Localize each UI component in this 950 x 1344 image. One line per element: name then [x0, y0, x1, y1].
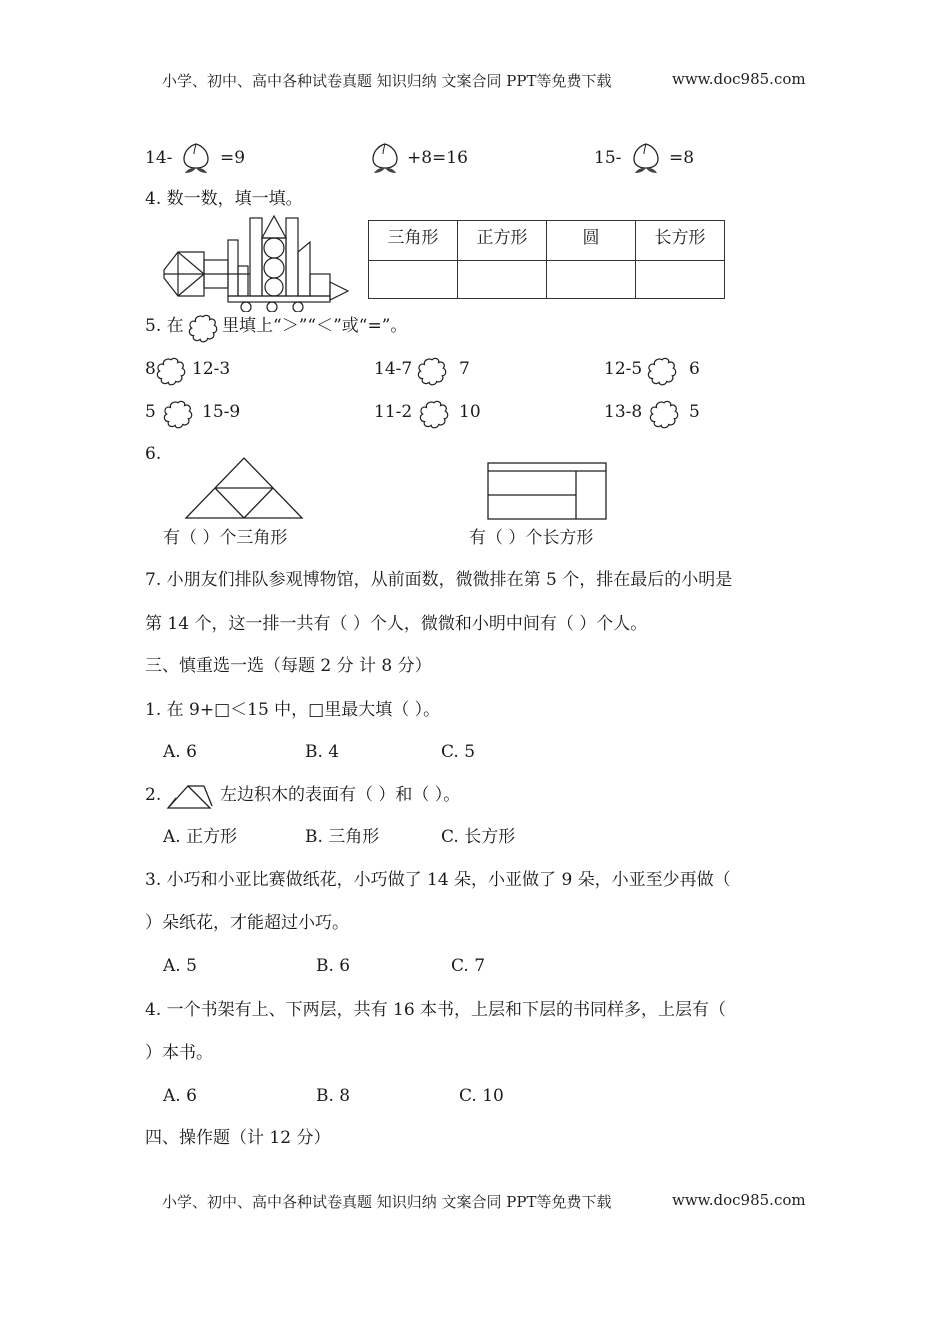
cloud-answer-icon[interactable]	[648, 399, 680, 431]
q6-label: 6.	[145, 444, 162, 464]
s3-q2-text: 左边积木的表面有（ ）和（ ）。	[220, 785, 461, 805]
option-b[interactable]: B. 三角形	[305, 827, 380, 847]
cloud-answer-icon[interactable]	[162, 399, 194, 431]
rectangle-figure	[486, 461, 608, 521]
s3-q3-line2: ）朵纸花，才能超过小巧。	[145, 913, 349, 933]
q5-label-post: 里填上“＞”“＜”或“=”。	[222, 316, 408, 336]
q7-line1: 7. 小朋友们排队参观博物馆，从前面数，微微排在第 5 个，排在最后的小明是	[145, 570, 733, 590]
q5-item-left: 13-8	[604, 402, 643, 422]
q5-item-left: 12-5	[604, 359, 643, 379]
q5-item-right: 7	[459, 359, 470, 379]
header-cell-square: 正方形	[458, 221, 547, 261]
triangle-figure	[184, 456, 306, 520]
option-b[interactable]: B. 6	[316, 956, 351, 976]
option-b[interactable]: B. 4	[305, 742, 340, 762]
q7-line2: 第 14 个，这一排一共有（ ）个人，微微和小明中间有（ ）个人。	[145, 614, 648, 634]
peach-icon	[181, 140, 211, 176]
cloud-answer-icon[interactable]	[416, 356, 448, 388]
header-cell-triangle: 三角形	[369, 221, 458, 261]
s3-q4-line1: 4. 一个书架有上、下两层，共有 16 本书，上层和下层的书同样多，上层有（	[145, 1000, 727, 1020]
q5-item-right: 5	[689, 402, 700, 422]
count-table	[368, 220, 725, 299]
q5-item-right: 15-9	[202, 402, 241, 422]
cloud-answer-icon[interactable]	[646, 356, 678, 388]
option-c[interactable]: C. 5	[441, 742, 476, 762]
header-url: www.doc985.com	[672, 70, 806, 88]
section4-title: 四、操作题（计 12 分）	[145, 1128, 331, 1148]
answer-cell[interactable]	[636, 261, 725, 299]
header-cell-rectangle: 长方形	[636, 221, 725, 261]
option-a[interactable]: A. 正方形	[163, 827, 238, 847]
answer-cell[interactable]	[458, 261, 547, 299]
header-text: 小学、初中、高中各种试卷真题 知识归纳 文案合同 PPT等免费下载	[162, 72, 612, 90]
triangular-prism-icon	[166, 778, 214, 812]
q6-right-caption: 有（ ）个长方形	[469, 528, 594, 548]
s3-q2-num: 2.	[145, 785, 162, 805]
q5-item-right: 12-3	[192, 359, 231, 379]
q5-item-right: 10	[459, 402, 481, 422]
q5-item-left: 11-2	[374, 402, 413, 422]
q3-a-left: 14-	[145, 148, 173, 168]
cloud-icon	[187, 313, 219, 345]
q5-item-left: 14-7	[374, 359, 413, 379]
q5-item-right: 6	[689, 359, 700, 379]
section3-title: 三、慎重选一选（每题 2 分 计 8 分）	[145, 656, 432, 676]
block-vehicle-figure	[160, 212, 352, 312]
peach-icon	[370, 140, 400, 176]
peach-icon	[631, 140, 661, 176]
q4-label: 4. 数一数，填一填。	[145, 189, 303, 209]
s3-q1-text: 1. 在 9+□＜15 中，□里最大填（ ）。	[145, 700, 441, 720]
s3-q3-line1: 3. 小巧和小亚比赛做纸花，小巧做了 14 朵，小亚做了 9 朵，小亚至少再做（	[145, 870, 731, 890]
q6-left-caption: 有（ ）个三角形	[163, 528, 288, 548]
q3-c-left: 15-	[594, 148, 622, 168]
option-c[interactable]: C. 长方形	[441, 827, 516, 847]
option-a[interactable]: A. 6	[163, 742, 197, 762]
footer-url: www.doc985.com	[672, 1191, 806, 1209]
q5-item-left: 8	[145, 359, 156, 379]
q3-a-right: =9	[220, 148, 246, 168]
cloud-answer-icon[interactable]	[418, 399, 450, 431]
footer-text: 小学、初中、高中各种试卷真题 知识归纳 文案合同 PPT等免费下载	[162, 1193, 612, 1211]
option-c[interactable]: C. 7	[451, 956, 486, 976]
answer-cell[interactable]	[547, 261, 636, 299]
option-a[interactable]: A. 5	[163, 956, 197, 976]
option-b[interactable]: B. 8	[316, 1086, 351, 1106]
q5-label-pre: 5. 在	[145, 316, 184, 336]
answer-cell[interactable]	[369, 261, 458, 299]
option-a[interactable]: A. 6	[163, 1086, 197, 1106]
q5-item-left: 5	[145, 402, 156, 422]
q3-c-right: =8	[669, 148, 695, 168]
header-cell-circle: 圆	[547, 221, 636, 261]
cloud-answer-icon[interactable]	[155, 356, 187, 388]
option-c[interactable]: C. 10	[459, 1086, 504, 1106]
s3-q4-line2: ）本书。	[145, 1043, 213, 1063]
q3-b-right: +8=16	[407, 148, 468, 168]
